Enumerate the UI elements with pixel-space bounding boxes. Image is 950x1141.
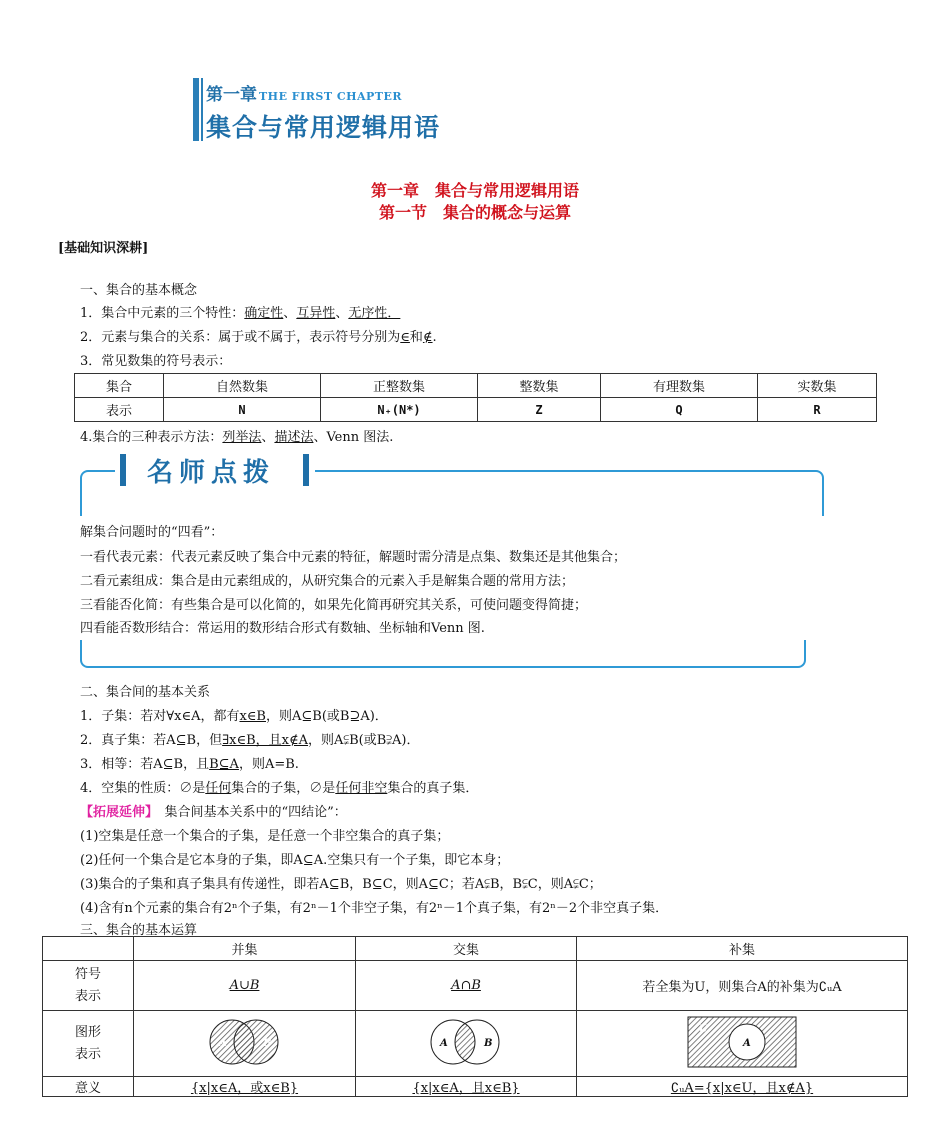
venn-label-u: U bbox=[699, 1023, 708, 1035]
chapter-banner-label: 第一章 THE FIRST CHAPTER bbox=[206, 85, 403, 105]
part1-item4: 4.集合的三种表示方法：列举法、描述法、Venn 图法. bbox=[80, 430, 394, 445]
complement-venn-cell bbox=[577, 1011, 908, 1077]
part2-item4: 4．空集的性质：∅是任何集合的子集，∅是任何非空集合的真子集． bbox=[80, 781, 479, 796]
badge-bar-right bbox=[303, 454, 309, 486]
part2-item2: 2．真子集：若A⊆B，但∃x∈B，且x∉A，则A⫋B(或B⫌A)． bbox=[80, 733, 420, 748]
venn-label-b: B bbox=[262, 1037, 271, 1049]
part1-heading: 一、集合的基本概念 bbox=[80, 283, 198, 298]
venn-label-b: B bbox=[484, 1037, 493, 1049]
tip-line: 解集合问题时的“四看”： bbox=[80, 525, 224, 540]
intersection-venn-diagram bbox=[426, 1015, 506, 1069]
part2-item3: 3．相等：若A⊆B，且B⊆A，则A=B. bbox=[80, 757, 299, 772]
part2-item1: 1．子集：若对∀x∈A，都有x∈B，则A⊆B(或B⊇A)． bbox=[80, 709, 388, 724]
complement-symbol: 若全集为U，则集合A的补集为∁ᵤA bbox=[577, 961, 908, 1011]
number-set-table bbox=[74, 373, 877, 422]
chapter-banner-bar-thin bbox=[201, 78, 203, 141]
complement-venn-diagram bbox=[687, 1015, 797, 1069]
part1-item1: 1．集合中元素的三个特性：确定性、互异性、无序性． bbox=[80, 306, 401, 321]
part2-heading: 二、集合间的基本关系 bbox=[80, 685, 211, 700]
union-meaning: {x|x∈A，或x∈B} bbox=[190, 1081, 299, 1096]
section-tag: [基础知识深耕] bbox=[58, 241, 149, 256]
table-row: 集合 自然数集 正整数集 整数集 有理数集 实数集 bbox=[75, 374, 877, 398]
tip-line: 一看代表元素：代表元素反映了集合中元素的特征，解题时需分清是点集、数集还是其他集合； bbox=[80, 550, 627, 565]
chapter-title: 第一章 集合与常用逻辑用语 bbox=[370, 181, 579, 200]
extension-tag: 【拓展延伸】 bbox=[80, 805, 152, 820]
set-operations-table bbox=[42, 936, 908, 1097]
complement-meaning: ∁ᵤA={x|x∈U，且x∉A} bbox=[670, 1081, 814, 1096]
tip-box-bottom-frame bbox=[80, 640, 806, 668]
intersection-venn-cell bbox=[356, 1011, 577, 1077]
badge-bar-left bbox=[120, 454, 126, 486]
intersection-symbol: A∩B bbox=[451, 978, 481, 993]
union-venn-diagram bbox=[205, 1015, 285, 1069]
union-venn-cell bbox=[134, 1011, 356, 1077]
chapter-banner-english: THE FIRST CHAPTER bbox=[259, 90, 403, 103]
table-row: 表示 N N₊(N*) Z Q R bbox=[75, 398, 877, 422]
table-row: 图形 表示 A B A B U A bbox=[43, 1011, 908, 1077]
chapter-banner-title: 集合与常用逻辑用语 bbox=[206, 113, 441, 142]
extension-item: (2)任何一个集合是它本身的子集，即A⊆A.空集只有一个子集，即它本身； bbox=[80, 853, 510, 868]
tip-box-badge: 名师点拨 bbox=[115, 450, 315, 490]
extension-item: (1)空集是任意一个集合的子集，是任意一个非空集合的真子集； bbox=[80, 829, 450, 844]
venn-label-a: A bbox=[440, 1037, 448, 1049]
part1-item2: 2．元素与集合的关系：属于或不属于，表示符号分别为∈和∉. bbox=[80, 330, 437, 345]
venn-label-a: A bbox=[743, 1037, 751, 1049]
extension-item: (4)含有n个元素的集合有2ⁿ个子集，有2ⁿ－1个非空子集，有2ⁿ－1个真子集，有2ⁿ－2个非空真子集． bbox=[80, 901, 669, 916]
table-row: 并集 交集 补集 bbox=[43, 937, 908, 961]
section-title: 第一节 集合的概念与运算 bbox=[378, 203, 571, 222]
table-row: 意义 {x|x∈A，或x∈B} {x|x∈A，且x∈B} ∁ᵤA={x|x∈U，且x∉A} bbox=[43, 1077, 908, 1097]
part1-item3: 3．常见数集的符号表示： bbox=[80, 354, 232, 369]
part3-heading: 三、集合的基本运算 bbox=[80, 923, 198, 938]
extension-item: (3)集合的子集和真子集具有传递性，即若A⊆B，B⊆C，则A⊆C；若A⫋B，B⫋C，则A⫋C； bbox=[80, 877, 602, 892]
intersection-meaning: {x|x∈A，且x∈B} bbox=[412, 1081, 520, 1096]
tip-line: 二看元素组成：集合是由元素组成的，从研究集合的元素入手是解集合题的常用方法； bbox=[80, 574, 575, 589]
table-row: 符号 表示 A∪B A∩B 若全集为U，则集合A的补集为∁ᵤA bbox=[43, 961, 908, 1011]
tip-line: 四看能否数形结合：常运用的数形结合形式有数轴、坐标轴和Venn 图. bbox=[80, 621, 485, 636]
tip-line: 三看能否化简：有些集合是可以化简的，如果先化简再研究其关系，可使问题变得简捷； bbox=[80, 598, 588, 613]
venn-label-a: A bbox=[218, 1037, 227, 1049]
extension-heading: 【拓展延伸】 集合间基本关系中的“四结论”： bbox=[80, 805, 347, 820]
chapter-banner-bar bbox=[193, 78, 199, 141]
union-symbol: A∪B bbox=[229, 978, 260, 993]
